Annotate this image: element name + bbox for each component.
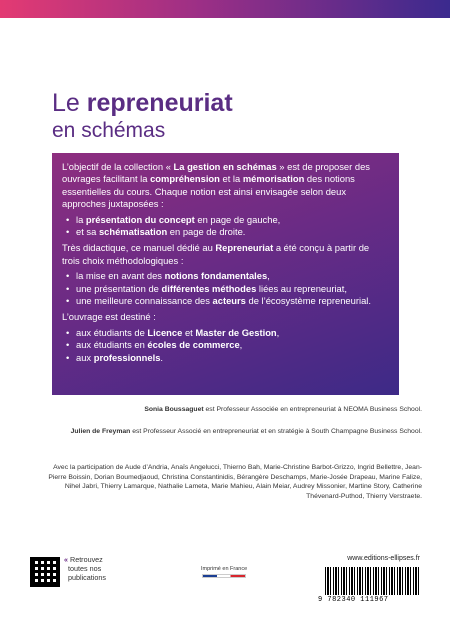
- title-bold: repreneuriat: [86, 89, 233, 117]
- text: liées au repreneuriat,: [256, 282, 347, 294]
- isbn-number: 9 782340 111967: [318, 596, 389, 604]
- author-bio-1: [42, 405, 422, 415]
- text: en page de droite.: [167, 226, 246, 238]
- author-name: Julien de Freyman: [70, 428, 131, 435]
- qr-note: [64, 555, 106, 582]
- text: la: [76, 213, 86, 225]
- barcode: [325, 567, 421, 595]
- list-item: [62, 327, 389, 339]
- bold-text: Repreneuriat: [215, 242, 274, 254]
- list-item: [62, 295, 389, 307]
- list-item: [62, 270, 389, 282]
- qr-note-line: [64, 564, 106, 573]
- bold-text: acteurs: [212, 295, 246, 307]
- made-in-label: Imprimé en France: [201, 566, 248, 572]
- text: et sa: [76, 226, 99, 238]
- bold-text: Licence: [147, 326, 183, 338]
- bold-text: notions fondamentales: [164, 270, 268, 282]
- text: aux: [76, 351, 94, 363]
- method-list: [62, 270, 389, 307]
- qr-code[interactable]: [30, 557, 60, 587]
- text: ,: [239, 339, 243, 351]
- description-paragraph-1: [62, 161, 389, 211]
- text: en page de gauche,: [194, 213, 281, 225]
- text: toutes nos: [68, 564, 102, 573]
- bold-text: différentes méthodes: [161, 282, 257, 294]
- qr-note-line: [64, 573, 106, 582]
- title-prefix: Le: [52, 89, 87, 117]
- text: de l’écosystème repreneurial.: [245, 295, 371, 307]
- approaches-list: [62, 214, 389, 239]
- text: L’objectif de la collection «: [62, 161, 174, 172]
- list-item: [62, 226, 389, 238]
- text: ,: [276, 326, 280, 338]
- top-color-band: [0, 0, 450, 18]
- text: une meilleure connaissance des: [76, 295, 213, 307]
- french-flag-icon: [202, 574, 246, 578]
- text: aux étudiants de: [76, 326, 148, 338]
- publisher-website[interactable]: www.editions-ellipses.fr: [347, 555, 420, 562]
- description-paragraph-3: L’ouvrage est destiné :: [62, 311, 156, 323]
- text: aux étudiants en: [76, 339, 148, 351]
- bold-text: présentation du concept: [85, 213, 195, 225]
- list-item: [62, 352, 389, 364]
- text: Retrouvez: [70, 555, 103, 564]
- list-item: [62, 214, 389, 226]
- bold-text: Master de Gestion: [195, 326, 277, 338]
- text: des notions essentielles du cours. Chaque notion est ainsi envisagée selon deux approches juxtaposées :: [62, 173, 355, 210]
- description-paragraph-2: [62, 242, 389, 267]
- printed-in-france: [201, 566, 247, 578]
- text: et la: [219, 173, 243, 185]
- text: » est de proposer des ouvrages facilitant la: [62, 161, 370, 185]
- book-title: [52, 88, 233, 143]
- bold-text: mémorisation: [242, 173, 305, 185]
- bold-text: La gestion en schémas: [173, 161, 277, 172]
- text: ,: [267, 270, 270, 282]
- chevron-icon: «: [64, 555, 68, 564]
- text: la mise en avant des: [76, 270, 165, 282]
- list-item: [62, 339, 389, 351]
- bold-text: écoles de commerce: [147, 339, 240, 351]
- author-text: est Professeur Associé en entrepreneuriat et en stratégie à South Champagne Business School.: [130, 428, 422, 435]
- text: et: [182, 326, 196, 338]
- contributors: Avec la participation de Aude d’Andria, Anaïs Angelucci, Thierno Bah, Marie-Christine Barbot-Grizzo, Ingrid Bellettre, Jean-Pierre Boissin, Dorian Boumedjaoud, Christina Constantinidis, Bérangère Deschamps, Marie-Josée Drapeau, Marine Falize, Nihel Jabri, Thierry Lamarque, Nathalie Lameta, Marie Mahieu, Alain Meiar, Audrey Missonier, Martine Story, Catherine Thévenard-Puthod, Thierry Verstraete.: [48, 464, 422, 500]
- author-bio-2: [42, 427, 422, 437]
- bold-text: schématisation: [98, 226, 168, 238]
- description-box: [52, 153, 399, 395]
- text: Très didactique, ce manuel dédié au: [62, 242, 216, 254]
- text: a été conçu à partir de trois choix méthodologiques :: [62, 242, 370, 266]
- text: une présentation de: [76, 282, 162, 294]
- bold-text: compréhension: [150, 173, 220, 185]
- qr-note-line: [64, 555, 106, 564]
- title-line-2: en schémas: [52, 119, 166, 142]
- author-text: est Professeur Associée en entrepreneuriat à NEOMA Business School.: [203, 406, 422, 413]
- bold-text: professionnels: [93, 351, 161, 363]
- title-line-1: [52, 88, 233, 118]
- list-item: [62, 283, 389, 295]
- audience-list: [62, 327, 389, 364]
- author-name: Sonia Boussaguet: [144, 406, 204, 413]
- text: publications: [68, 573, 106, 582]
- text: .: [160, 351, 164, 363]
